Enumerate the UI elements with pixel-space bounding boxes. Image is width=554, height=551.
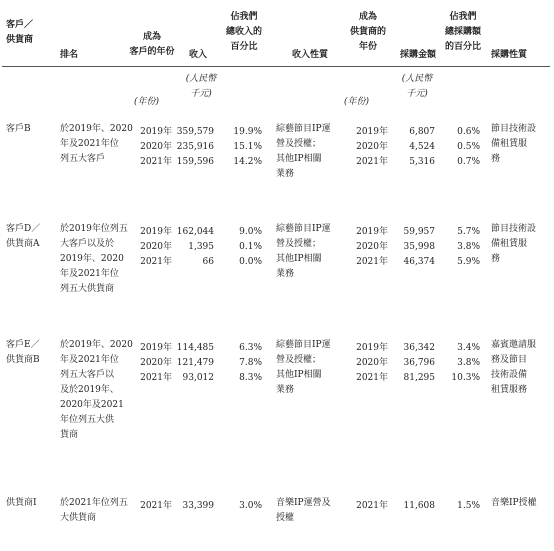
cell-syears: 2021年: [356, 257, 388, 267]
cell-ppct: 0.7%: [457, 157, 480, 167]
cell-syears: 2019年: [356, 343, 388, 353]
cell-revenue: 114,485: [176, 343, 214, 353]
row-revenue-nature: 綜藝節目IP運 營及授權； 其他IP相關 業務: [276, 340, 331, 395]
cell-cyears: 2020年: [140, 142, 172, 152]
cell-rpct: 7.8%: [239, 358, 262, 368]
cell-syears: 2019年: [356, 227, 388, 237]
row-revenue-nature: 綜藝節目IP運 營及授權； 其他IP相關 業務: [276, 224, 331, 279]
cell-purchase: 46,374: [403, 257, 435, 267]
header-rule: [2, 66, 550, 67]
cell-rpct: 15.1%: [233, 142, 262, 152]
header-h10: 採購性質: [491, 50, 528, 60]
row-rank: 於2019年位列五 大客戶以及於 2019年、2020 年及2021年位 列五大供貨商: [60, 224, 128, 294]
header-h2: 排名: [60, 50, 79, 60]
cell-rpct: 6.3%: [239, 343, 262, 353]
row-purchase-nature: 音樂IP授權: [491, 498, 537, 508]
row-rank: 於2019年、2020 年及2021年位 列五大客戶以 及於2019年、 2020年及2021 年位列五大供 貨商: [60, 340, 133, 440]
cell-syears: 2020年: [356, 358, 388, 368]
cell-ppct: 10.3%: [451, 373, 480, 383]
cell-purchase: 5,316: [409, 157, 435, 167]
cell-cyears: 2020年: [140, 242, 172, 252]
cell-revenue: 235,916: [176, 142, 214, 152]
row-revenue-nature: 音樂IP運營及 授權: [276, 498, 331, 523]
cell-syears: 2021年: [356, 373, 388, 383]
header-h5: 佔我們 總收入的 百分比: [225, 12, 262, 52]
cell-syears: 2021年: [356, 157, 388, 167]
unit-year-customer: (年份): [134, 97, 160, 107]
unit-purchase: (人民幣 千元): [401, 74, 433, 99]
row-revenue-nature: 綜藝節目IP運 營及授權； 其他IP相關 業務: [276, 124, 331, 179]
header-h3: 成為 客戶的年份: [129, 32, 175, 57]
row-rank: 於2019年、2020 年及2021年位 列五大客戶: [60, 124, 133, 164]
cell-rpct: 0.0%: [239, 257, 262, 267]
cell-ppct: 5.7%: [457, 227, 480, 237]
cell-purchase: 11,608: [403, 501, 435, 511]
cell-cyears: 2019年: [140, 343, 172, 353]
cell-cyears: 2021年: [140, 501, 172, 511]
row-purchase-nature: 嘉賓邀請服 務及節目 技術設備 租賃服務: [491, 340, 537, 395]
row-name: 客戶E／ 供貨商B: [6, 340, 40, 365]
cell-revenue: 121,479: [176, 358, 214, 368]
cell-purchase: 4,524: [409, 142, 435, 152]
cell-purchase: 6,807: [409, 127, 435, 137]
cell-ppct: 3.8%: [457, 358, 480, 368]
cell-purchase: 59,957: [403, 227, 435, 237]
cell-purchase: 36,796: [403, 358, 435, 368]
cell-cyears: 2019年: [140, 227, 172, 237]
cell-rpct: 9.0%: [239, 227, 262, 237]
cell-syears: 2021年: [356, 501, 388, 511]
cell-ppct: 5.9%: [457, 257, 480, 267]
cell-revenue: 33,399: [182, 501, 214, 511]
row-name: 供貨商I: [6, 498, 37, 508]
header-h8: 採購金額: [399, 50, 436, 60]
header-h4: 收入: [188, 50, 207, 60]
cell-ppct: 3.4%: [457, 343, 480, 353]
cell-revenue: 66: [202, 257, 214, 267]
cell-revenue: 159,596: [176, 157, 214, 167]
cell-revenue: 359,579: [176, 127, 214, 137]
cell-revenue: 162,044: [176, 227, 214, 237]
cell-syears: 2020年: [356, 242, 388, 252]
cell-ppct: 3.8%: [457, 242, 480, 252]
cell-cyears: 2020年: [140, 358, 172, 368]
cell-ppct: 0.5%: [457, 142, 480, 152]
cell-rpct: 0.1%: [239, 242, 262, 252]
cell-ppct: 1.5%: [457, 501, 480, 511]
cell-purchase: 36,342: [403, 343, 435, 353]
cell-ppct: 0.6%: [457, 127, 480, 137]
cell-cyears: 2021年: [140, 373, 172, 383]
cell-purchase: 35,998: [403, 242, 435, 252]
unit-revenue: (人民幣 千元): [185, 74, 217, 99]
cell-cyears: 2021年: [140, 257, 172, 267]
cell-rpct: 8.3%: [239, 373, 262, 383]
unit-year-supplier: (年份): [344, 97, 370, 107]
cell-revenue: 1,395: [188, 242, 214, 252]
header-h9: 佔我們 總採購額 的百分比: [444, 12, 481, 52]
cell-cyears: 2019年: [140, 127, 172, 137]
row-name: 客戶D／ 供貨商A: [6, 224, 41, 249]
cell-rpct: 19.9%: [233, 127, 262, 137]
cell-rpct: 3.0%: [239, 501, 262, 511]
row-name: 客戶B: [6, 124, 31, 134]
row-purchase-nature: 節目技術設 備租賃服 務: [491, 124, 537, 164]
header-h7: 成為 供貨商的 年份: [349, 12, 386, 52]
row-purchase-nature: 節目技術設 備租賃服 務: [491, 224, 537, 264]
row-rank: 於2021年位列五 大供貨商: [60, 498, 128, 523]
cell-purchase: 81,295: [403, 373, 435, 383]
cell-cyears: 2021年: [140, 157, 172, 167]
header-h1: 客戶／ 供貨商: [6, 20, 34, 45]
cell-rpct: 14.2%: [233, 157, 262, 167]
cell-revenue: 93,012: [182, 373, 214, 383]
header-h6: 收入性質: [291, 50, 328, 60]
cell-syears: 2020年: [356, 142, 388, 152]
cell-syears: 2019年: [356, 127, 388, 137]
